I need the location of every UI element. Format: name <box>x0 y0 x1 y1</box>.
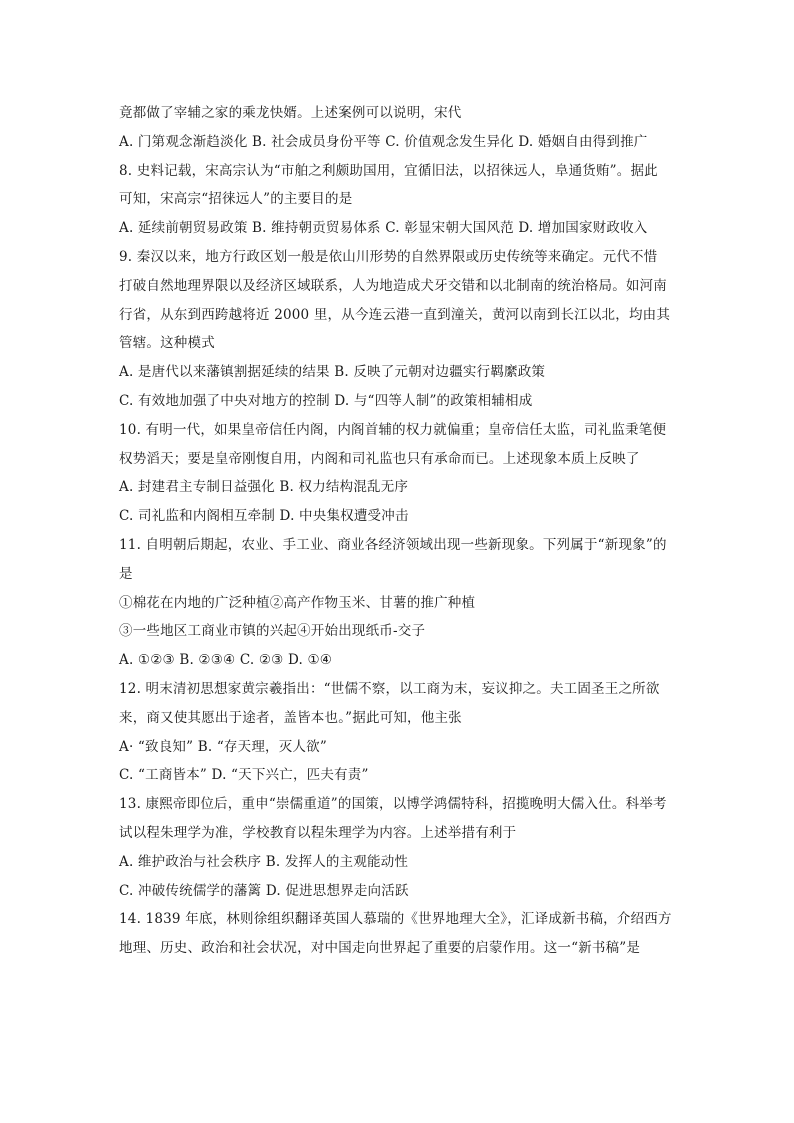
question-11-stem: 11. 自明朝后期起，农业、手工业、商业各经济领域出现一些新现象。下列属于“新现象”的 <box>119 536 667 553</box>
question-13-stem: 13. 康熙帝即位后，重申“崇儒重道”的国策，以博学鸿儒特科，招揽晚明大儒入仕。科举考 <box>119 796 667 813</box>
question-12-options-cd: C. “工商皆本” D. “天下兴亡，匹夫有责” <box>119 767 369 784</box>
text-line: 来，商又使其愿出于途者，盖皆本也。”据此可知，他主张 <box>119 709 462 726</box>
text-line: 竟都做了宰辅之家的乘龙快婿。上述案例可以说明，宋代 <box>119 105 462 121</box>
text-line: 权势滔天；要是皇帝刚愎自用，内阁和司礼监也只有承命而已。上述现象本质上反映了 <box>119 450 640 467</box>
question-13-options-cd: C. 冲破传统儒学的藩篱 D. 促进思想界走向活跃 <box>119 882 409 899</box>
question-10-stem: 10. 有明一代，如果皇帝信任内阁，内阁首辅的权力就偏重；皇帝信任太监，司礼监秉笔便 <box>119 421 667 438</box>
question-12-stem: 12. 明末清初思想家黄宗羲指出：“世儒不察，以工商为末，妄议抑之。夫工固圣王之所欲 <box>119 680 660 697</box>
text-line: 管辖。这种模式 <box>119 335 215 352</box>
question-12-options-ab: A· “致良知” B. “存天理，灭人欲” <box>119 738 327 755</box>
question-9-stem: 9. 秦汉以来，地方行政区划一般是依山川形势的自然界限或历史传统等来确定。元代不惜 <box>119 248 658 265</box>
text-line: 地理、历史、政治和社会状况，对中国走向世界起了重要的启蒙作用。这一“新书稿”是 <box>119 940 641 957</box>
question-11-items: ①棉花在内地的广泛种植②高产作物玉米、甘薯的推广种植 <box>119 594 476 611</box>
text-line: 试以程朱理学为准，学校教育以程朱理学为内容。上述举措有利于 <box>119 824 517 841</box>
question-9-options-ab: A. 是唐代以来藩镇割据延续的结果 B. 反映了元朝对边疆实行羁縻政策 <box>119 364 546 381</box>
question-7-options: A. 门第观念渐趋淡化 B. 社会成员身份平等 C. 价值观念发生异化 D. 婚姻自由得到推广 <box>119 133 648 150</box>
text-body <box>119 101 679 965</box>
question-13-options-ab: A. 维护政治与社会秩序 B. 发挥人的主观能动性 <box>119 853 409 870</box>
question-11-options: A. ①②③ B. ②③④ C. ②③ D. ①④ <box>119 652 333 669</box>
question-11-items: ③一些地区工商业市镇的兴起④开始出现纸币-交子 <box>119 623 426 640</box>
text-line: 打破自然地理界限以及经济区域联系，人为地造成犬牙交错和以北制南的统治格局。如河南 <box>119 277 667 294</box>
question-8-stem: 8. 史料记载，宋高宗认为“市舶之利颇助国用，宜循旧法，以招徕远人，阜通货贿”。据此 <box>119 162 658 179</box>
question-9-options-cd: C. 有效地加强了中央对地方的控制 D. 与“四等人制”的政策相辅相成 <box>119 392 533 409</box>
text-line: 行省，从东到西跨越将近 2000 里，从今连云港一直到潼关，黄河以南到长江以北，均由其 <box>119 306 671 323</box>
question-8-options: A. 延续前朝贸易政策 B. 维持朝贡贸易体系 C. 彰显宋朝大国风范 D. 增加国家财政收入 <box>119 220 648 237</box>
question-14-stem: 14. 1839 年底，林则徐组织翻译英国人慕瑞的《世界地理大全》，汇译成新书稿，介绍西方 <box>119 911 672 928</box>
question-10-options-cd: C. 司礼监和内阁相互牵制 D. 中央集权遭受冲击 <box>119 508 409 525</box>
text-line: 可知，宋高宗“招徕远人”的主要目的是 <box>119 191 353 208</box>
text-line: 是 <box>119 565 133 582</box>
question-10-options-ab: A. 封建君主专制日益强化 B. 权力结构混乱无序 <box>119 479 409 496</box>
